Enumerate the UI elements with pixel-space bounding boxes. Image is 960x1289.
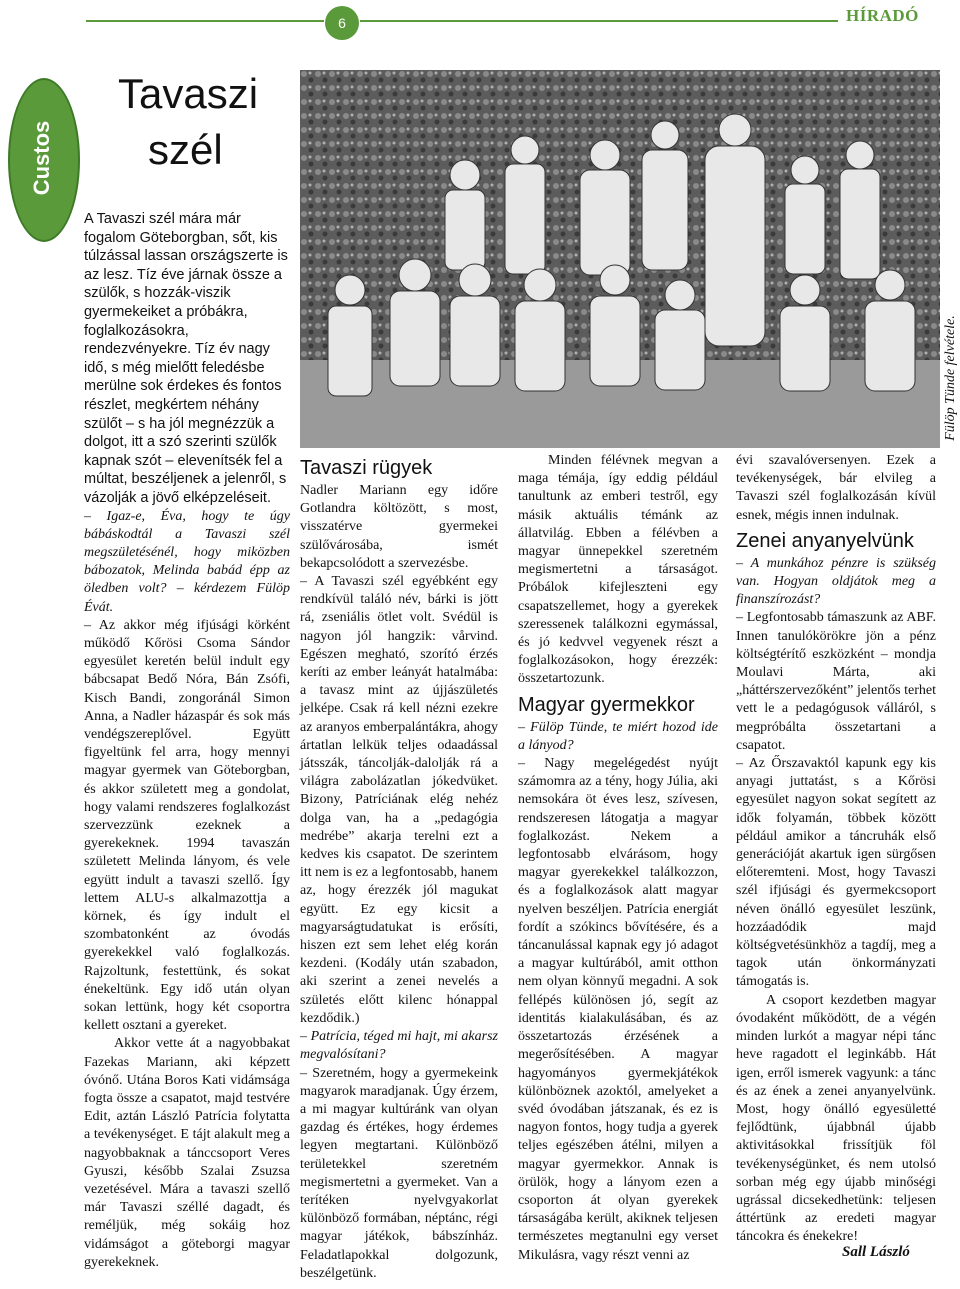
intro-paragraph: A Tavaszi szél mára már fogalom Göteborgban, sőt, kis túlzással lassan országszerte is az lesz. Tíz éve járnak össze a szülők, s hozzák-viszik gyermekeiket a próbákra, foglalkozásokra, rendezvényekre. Tíz év nagy idő, s még mielőtt feledésbe merülne sok érdekes és fontos részlet, megkértem néhány szülőt – s ha jól megnézzük a dolgot, itt a szó szerinti szülők kapnak szót – elevenítsék fel a múltat, beszéljenek a jelenről, s vázolják a jövő elképzeléseit. [84, 211, 288, 506]
author-signature: Sall László [842, 1244, 910, 1260]
photo-image [300, 70, 940, 448]
body-paragraph: Minden félévnek megvan a maga témája, így eddig például tanultunk az emberi testről, egy másik aktuális témánk az állatvilág. Ebben a félévben a magyar ünnepekkel szeretném megismertetni a társaságot. Próbálok kifejleszteni egy csapatszellemet, hogy a gyerekek szeressenek találkozni egymással, és jó kedvvel vegyenek részt a foglalkozásokon, hogy érezzék: összetartozunk. [518, 453, 718, 687]
section-tab-label: Custos [29, 120, 54, 196]
question: – Igaz-e, Éva, hogy te úgy bábáskodtál a Tavaszi szél megszületésénél, hogy miközben bábozatok, Melinda babád épp az öledben volt? – kérdezem Fülöp Évát. [84, 508, 290, 615]
body-paragraph: – Az akkor még ifjúsági körként működő Kőrösi Csoma Sándor egyesület keretén belül indult egy bábcsapat Bedő Nóra, Bán Zsófi, Kisch Bandi, zongoránál Simon Anna, a Nadler házaspár és sok más vendégszereplővel. Együtt figyeltünk fel arra, hogy mennyi magyar gyermek van Göteborgban, és akkor született meg a gondolat, hogy valami rendszeres foglalkozást szervezzünk ezeknek a gyerekeknek. 1994 tavaszán született Melinda lányom, és vele együtt indult a tavaszi szellő. Így lettem ALU-s alkalmazottja a körnek, és így indult el szombatonként az óvodás gyerekekkel való foglalkozás. Rajzoltunk, festettünk, és sokat énekeltünk. Egy idő után olyan sokan lettünk, hogy két csoportra kellett osztani a gyereket. [84, 617, 290, 1034]
question: – Fülöp Tünde, te miért hozod ide a lányod? [518, 719, 718, 753]
subheading: Tavaszi rügyek [300, 457, 433, 479]
header-rule-right [360, 20, 838, 22]
column-4 [736, 452, 936, 1247]
group-photo [300, 70, 940, 448]
body-paragraph: A csoport kezdetben magyar óvodaként működött, de a végén minden lurkót a magyar népi tánc heve ragadott el leginkább. Hát igen, erről ismerek vagyunk: a tánc és az ének a zenei anyanyelvünk. Most, hogy önálló egyesületté fejlődtünk, újabbnál újabb aktivitásokkal frissítjük föl tevékenységünket, és nem utolsó sorban még egy újabb minőségi ugrással dicsekedhetünk: teljesen áttértünk az eredeti magyar táncokra és énekekre! [736, 992, 936, 1245]
body-paragraph: Nadler Mariann egy időre Gotlandra költözött, s most, visszatérve gyermekei szülővárosába, ismét bekapcsolódott a szervezésbe. [300, 483, 498, 571]
body-paragraph: Akkor vette át a nagyobbakat Fazekas Mariann, aki képzett óvónő. Utána Boros Kati vidámsága fogta össze a csapatot, majd testvére Edit, aztán László Patrícia folytatta a tevékenységet. E tájt alakult meg a nagyobbaknak a tánccsoport Veres Gyuszi, később Szalai Zsuzsa vezetésével. Mára a tavaszi szellő már Tavaszi széllé dagadt, és reméljük, még sokáig hoz vidámságot a göteborgi magyar gyerekeknek. [84, 1036, 290, 1270]
body-paragraph: – Az Őrszavaktól kapunk egy kis anyagi juttatást, s a Kőrösi egyesület nagyon sokat segített az idők folyamán, többek között például amikor a táncruhák első generációját akartuk igen sürgősen előteremteni. Most, hogy Tavaszi szél ifjúsági és gyermekcsoport néven önálló egyesület leszünk, hozzáadódik majd költségvetésünkhöz a tagdíj, meg a tagok után önkormányzati támogatás is. [736, 756, 936, 990]
body-paragraph: – Nagy megelégedést nyújt számomra az a tény, hogy Júlia, aki nemsokára öt éves lesz, szívesen, rendszeresen látogatja a magyar foglalkozást. Nekem a legfontosabb elvárásom, hogy magyar gyerekekkel találkozzon, és a foglalkozások alatt magyar nyelven beszéljen. Patrícia energiát fordít a szókincs bővítésére, és a táncanulással kapnak egy jó adagot a magyar kultúrából, amit otthon nem olyan könnyű megadni. A sok fellépés különösen jó, segít az identitás kialakulásában, és az összetartozás érzésének a megerősítésében. A magyar hagyományos gyermekjátékok különböznek azoktól, amelyeket a svéd óvodában játszanak, és ez is nagyon fontos, hogy tudja a gyerek teljes egészében átélni, milyen a magyar gyermekkor. Annak is örülök, hogy a lányom ezen a csoporton át olyan gyerekek társaságába került, akiknek teljesen természetes megtanulni egy verset Mikulásra, vagy részt venni az [518, 756, 718, 1263]
body-paragraph: – A Tavaszi szél egyébként egy rendkívül találó név, bárki is jött rá, zseniális ötlet volt. Svédül is nagyon jól hangzik: vårvind. Egészen megható, szorító érzés keríti az ember leányát hatalmába: a tavasz mint az újjászületés jelképe. Csak rá kell nézni ezekre az aranyos emberpalántákra, ahogy ártatlan lelkük teljes odaadással játsszák, táncolják-dalolják rá a világra zabolázatlan jókedvüket. Bizony, Patríciának elég nehéz dolga van, ha a „pedagógia medrébe” akarja terelni ezt a kedves kis csapatot. De szerintem itt nem is ez a legfontosabb, hanem az, hogy érezzék jól magukat együtt. Ez egy kicsit a magyarságtudatukat is erősíti, hiszen ezt sem lehet elég korán kezdeni. (Kodály után szabadon, aki szerint a zenei nevelés a születés előtt kilenc hónappal kezdődik.) [300, 574, 498, 1026]
page-number: 6 [325, 6, 359, 40]
body-paragraph: évi szavalóversenyen. Ezek a tevékenységek, bár elvileg a Tavaszi szél foglalkozásán kívül esnek, mégis innen indulnak. [736, 453, 936, 523]
question: – Patrícia, téged mi hajt, mi akarsz megvalósítani? [300, 1029, 498, 1063]
header-rule-left [86, 20, 324, 22]
question: – A munkához pénzre is szükség van. Hogyan oldjátok meg a finanszírozást? [736, 555, 936, 608]
column-1 [84, 210, 290, 1272]
title-line-2: szél [148, 126, 223, 173]
column-3 [518, 452, 718, 1265]
subheading: Zenei anyanyelvünk [736, 529, 914, 552]
article-title [118, 66, 258, 178]
title-line-1: Tavaszi [118, 70, 259, 117]
photo-credit: Fülöp Tünde felvétele. [943, 315, 958, 441]
column-2 [300, 452, 498, 1283]
subheading: Magyar gyermekkor [518, 693, 695, 716]
body-paragraph: – Szeretném, hogy a gyermekeink magyarok maradjanak. Úgy érzem, a mi magyar kultúránk van olyan gazdag és értékes, hogy érdemes legyen megtartani. Különböző területekkel szeretném megismertetni a gyermeket. Van a terítéken nyelvgyakorlat különböző formában, néptánc, régi magyar játékok, bábszínház. Feladatlapokkal dolgozunk, beszélgetünk. [300, 1065, 498, 1281]
publication-name: HÍRADÓ [846, 6, 919, 25]
body-paragraph: – Legfontosabb támaszunk az ABF. Innen tanulókörökre jön a pénz költségtérítő eszközként – mondja Moulavi Márta, aki „háttérszervezőként” jelentős terhet vett le a pedagógusok válláról, s megpróbálta összetartani a csapatot. [736, 610, 936, 753]
